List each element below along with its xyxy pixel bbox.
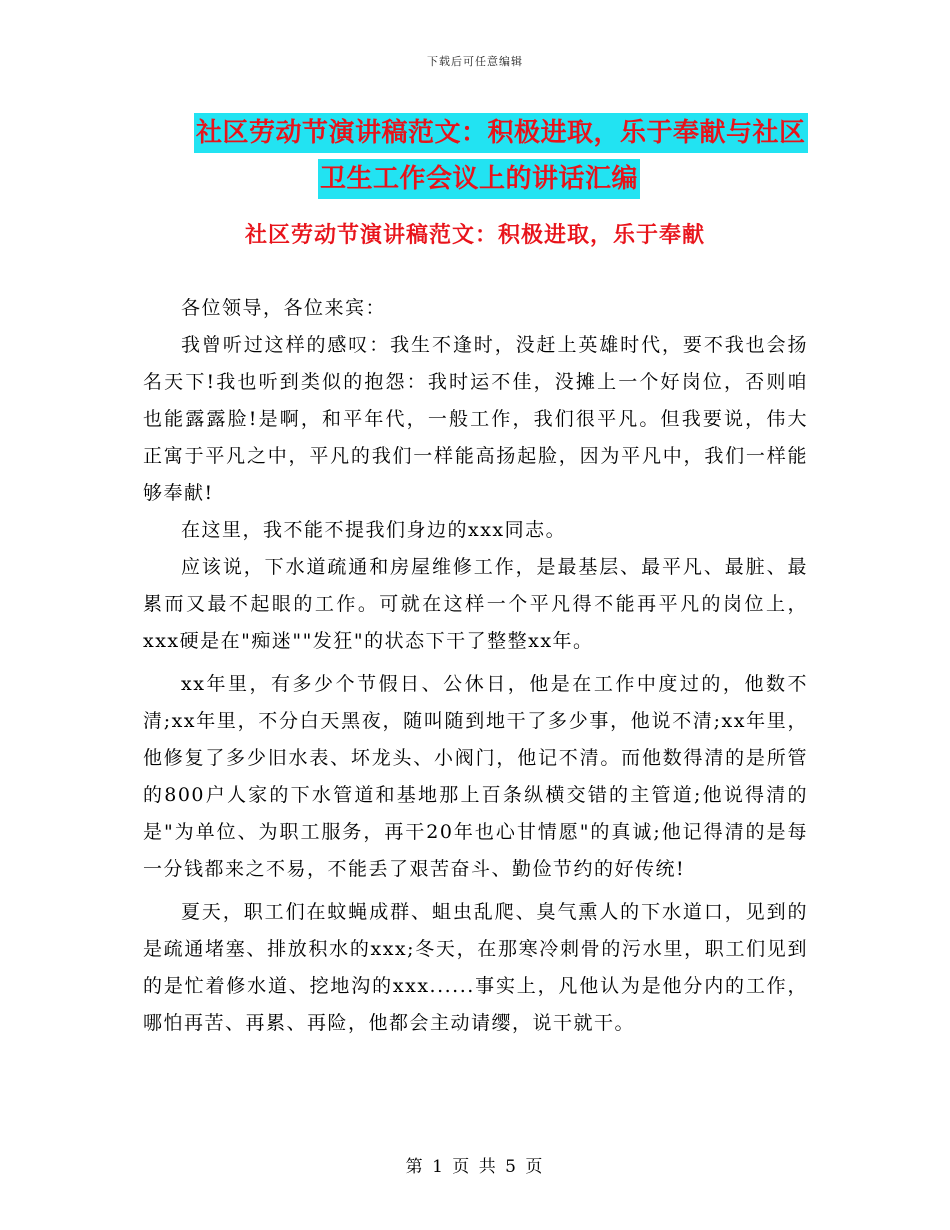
- document-title-line-2: 卫生工作会议上的讲话汇编: [318, 159, 640, 199]
- section-heading: 社区劳动节演讲稿范文：积极进取，乐于奉献: [244, 222, 705, 248]
- paragraph: xx年里，有多少个节假日、公休日，他是在工作中度过的，他数不清;xx年里，不分白天黑夜，随叫随到地干了多少事，他说不清;xx年里，他修复了多少旧水表、坏龙头、小阀门，他记不清。而他数得清的是所管的800户人家的下水管道和基地那上百条纵横交错的主管道;他说得清的是"为单位、为职工服务，再干20年也心甘情愿"的真诚;他记得清的是每一分钱都来之不易，不能丢了艰苦奋斗、勤俭节约的好传统!: [143, 673, 808, 880]
- paragraph: 在这里，我不能不提我们身边的xxx同志。: [181, 519, 567, 541]
- paragraph-greeting: 各位领导，各位来宾：: [181, 297, 387, 319]
- page-number: 第 1 页 共 5 页: [405, 1157, 545, 1177]
- document-title-line-1: 社区劳动节演讲稿范文：积极进取，乐于奉献与社区: [194, 113, 808, 153]
- paragraph: 夏天，职工们在蚊蝇成群、蛆虫乱爬、臭气熏人的下水道口，见到的是疏通堵塞、排放积水的xxx;冬天，在那寒冷刺骨的污水里，职工们见到的是忙着修水道、挖地沟的xxx......事实上，凡他认为是他分内的工作，哪怕再苦、再累、再险，他都会主动请缨，说干就干。: [143, 901, 808, 1034]
- document-title: [140, 110, 820, 202]
- page-header-note: 下载后可任意编辑: [427, 55, 523, 68]
- paragraph: 应该说，下水道疏通和房屋维修工作，是最基层、最平凡、最脏、最累而又最不起眼的工作。可就在这样一个平凡得不能再平凡的岗位上，xxx硬是在"痴迷""发狂"的状态下干了整整xx年。: [143, 556, 808, 652]
- paragraph: 我曾听过这样的感叹：我生不逢时，没赶上英雄时代，要不我也会扬名天下!我也听到类似的抱怨：我时运不佳，没摊上一个好岗位，否则咱也能露露脸!是啊，和平年代，一般工作，我们很平凡。但我要说，伟大正寓于平凡之中，平凡的我们一样能高扬起脸，因为平凡中，我们一样能够奉献!: [143, 334, 808, 504]
- speech-body: [143, 290, 808, 1042]
